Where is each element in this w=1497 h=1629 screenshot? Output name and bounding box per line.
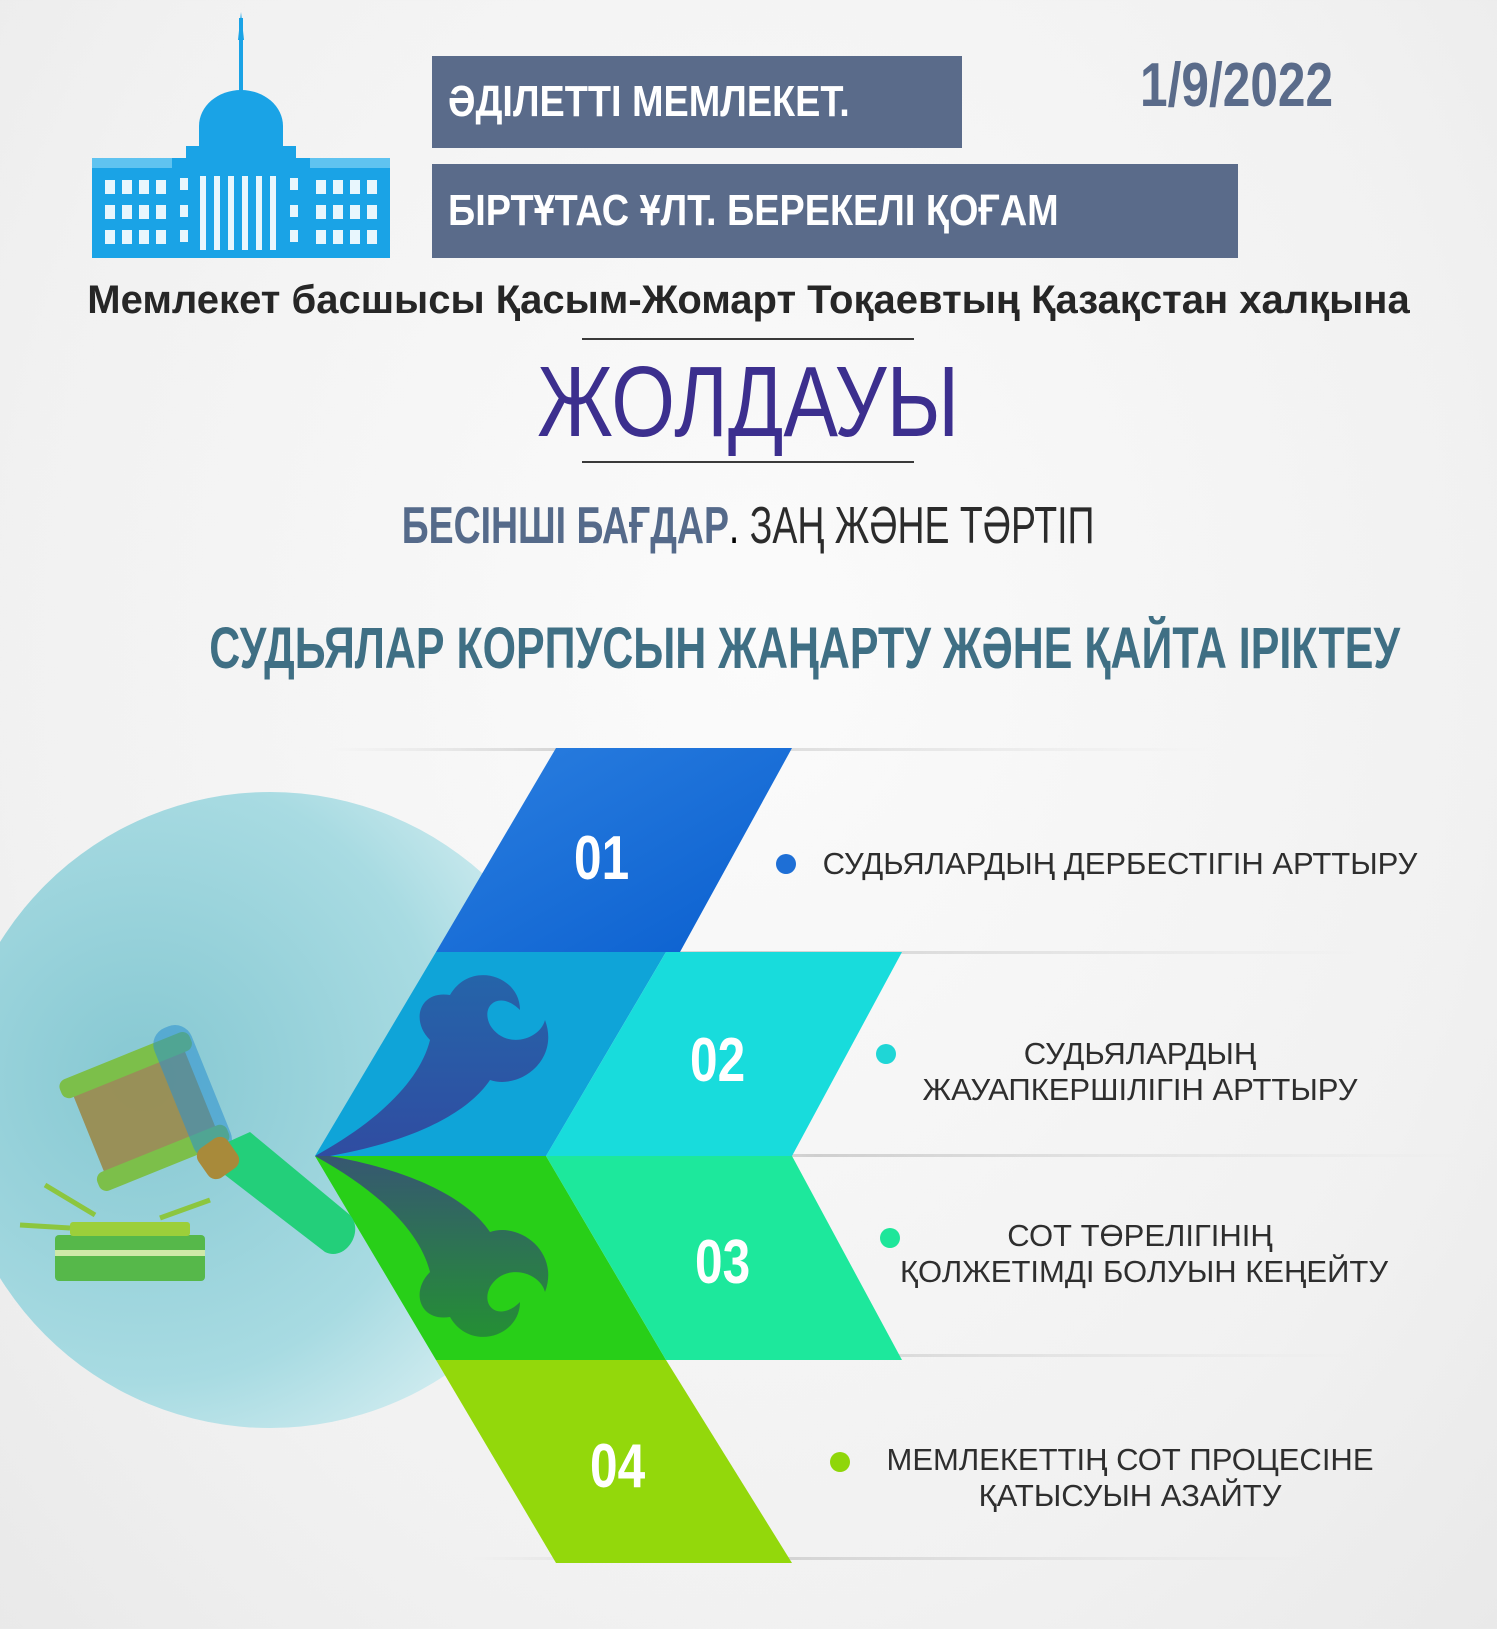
subtitle: Мемлекет басшысы Қасым-Жомарт Тоқаевтың Қазақстан халқына	[87, 278, 1410, 322]
item-number-02: 02	[690, 1026, 746, 1095]
direction-line	[0, 497, 1497, 555]
item-number-01: 01	[574, 824, 630, 893]
item-number-03: 03	[695, 1228, 751, 1297]
item-text-04	[880, 1442, 1380, 1514]
banner-line-1: ӘДІЛЕТТІ МЕМЛЕКЕТ.	[432, 56, 962, 148]
item-text-03	[900, 1218, 1389, 1290]
section-heading: СУДЬЯЛАР КОРПУСЫН ЖАҢАРТУ ЖӘНЕ ҚАЙТА ІРІКТЕУ	[209, 616, 1401, 681]
direction-name: БЕСІНШІ БАҒДАР	[402, 497, 730, 555]
banner-line-2: БІРТҰТАС ҰЛТ. БЕРЕКЕЛІ ҚОҒАМ	[432, 164, 1238, 258]
item-number-04: 04	[590, 1432, 646, 1501]
item-text-02-line-1: СУДЬЯЛАРДЫҢ	[1023, 1036, 1257, 1071]
item-text-03-line-2: ҚОЛЖЕТІМДІ БОЛУЫН КЕҢЕЙТУ	[900, 1254, 1389, 1289]
title-rule-top	[582, 338, 914, 340]
title-rule-bottom	[582, 461, 914, 463]
bullet-dot-01	[776, 854, 796, 874]
item-text-01-line-1: СУДЬЯЛАРДЫҢ ДЕРБЕСТІГІН АРТТЫРУ	[822, 846, 1418, 881]
item-text-02	[900, 1036, 1380, 1108]
item-text-01	[820, 846, 1420, 882]
date-label: 1/9/2022	[1140, 51, 1334, 120]
item-text-02-line-2: ЖАУАПКЕРШІЛІГІН АРТТЫРУ	[922, 1072, 1358, 1107]
address-title: ЖОЛДАУЫ	[537, 346, 960, 458]
direction-separator: .	[729, 497, 751, 555]
item-text-04-line-2: ҚАТЫСУЫН АЗАЙТУ	[978, 1478, 1282, 1513]
item-text-04-line-1: МЕМЛЕКЕТТІҢ СОТ ПРОЦЕСІНЕ	[886, 1442, 1374, 1477]
akorda-palace-icon	[92, 12, 390, 258]
bullet-dot-03	[880, 1228, 900, 1248]
bullet-dot-02	[876, 1044, 896, 1064]
direction-topic: ЗАҢ ЖӘНЕ ТӘРТІП	[750, 497, 1095, 555]
bullet-dot-04	[830, 1452, 850, 1472]
item-text-03-line-1: СОТ ТӨРЕЛІГІНІҢ	[1007, 1218, 1273, 1253]
